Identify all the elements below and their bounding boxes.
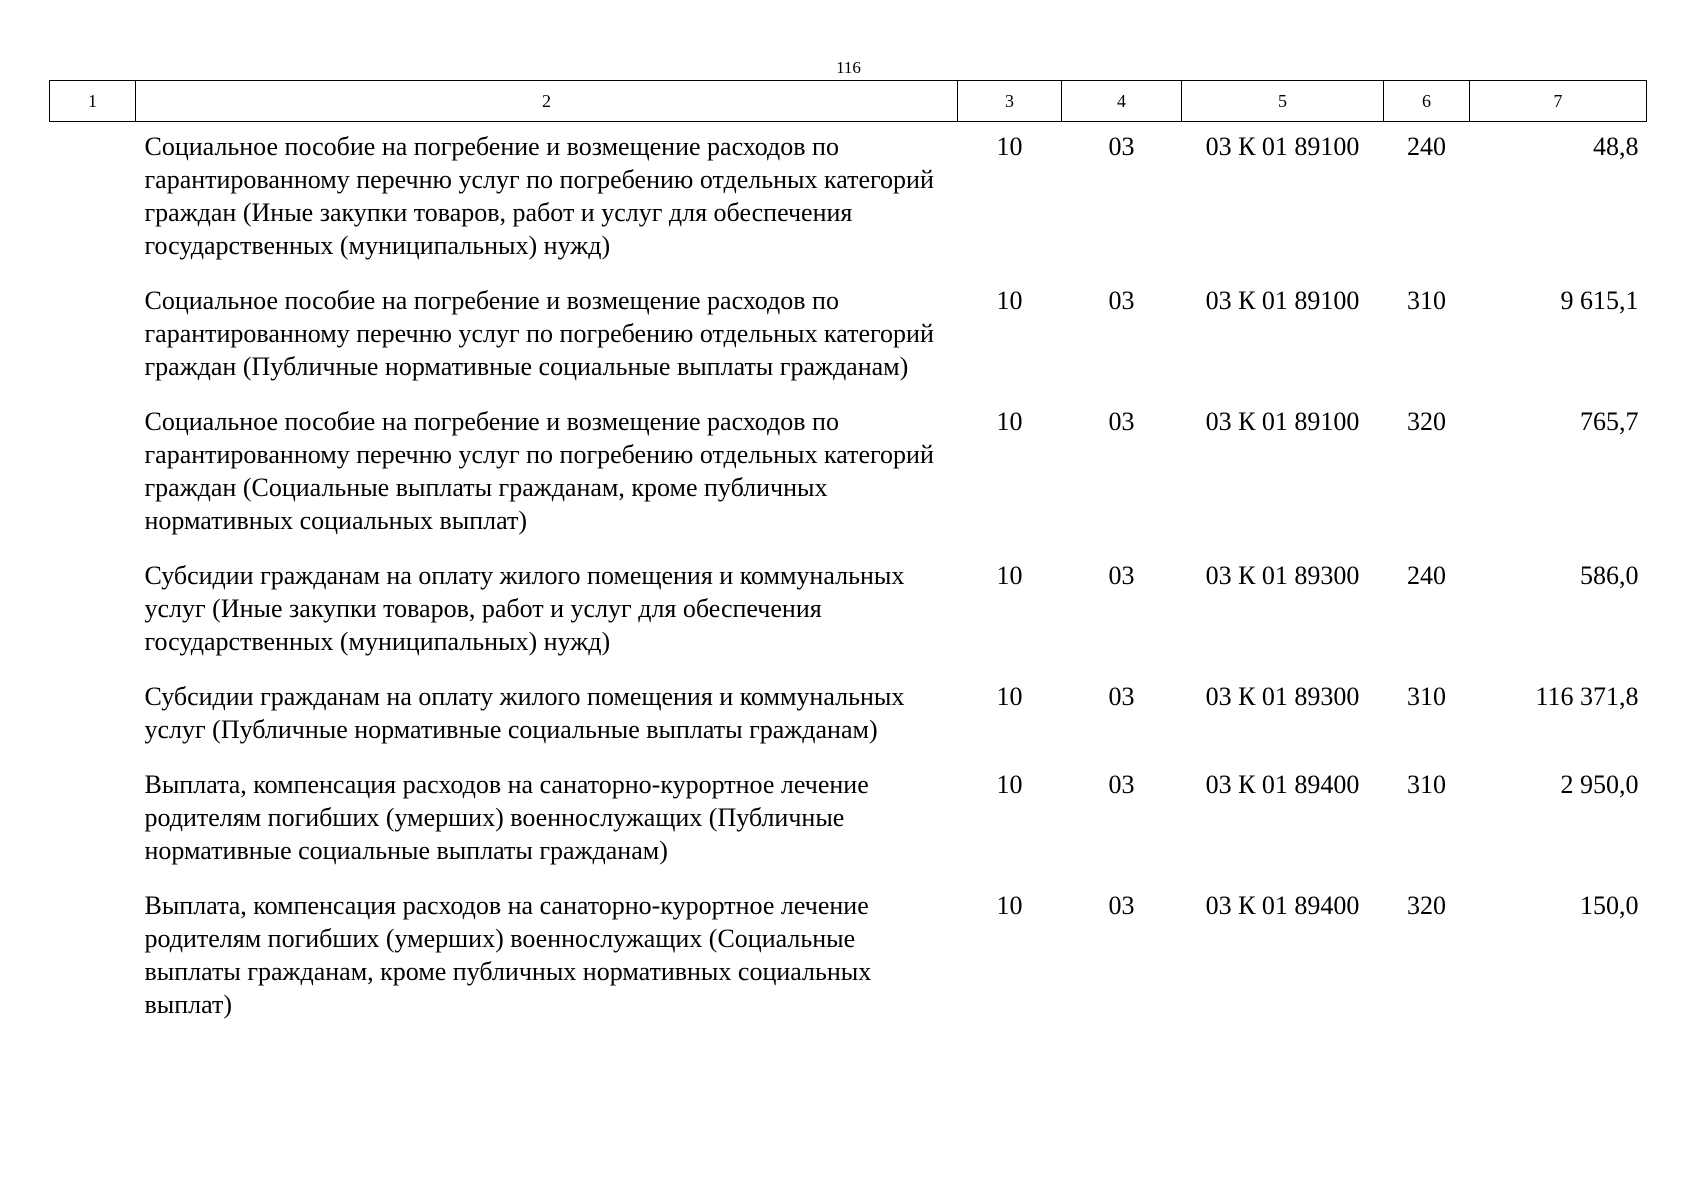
expense-name-cell: Выплата, компенсация расходов на санаторно-курортное лечение родителям погибших (умерших) военнослужащих (Социальные выплаты гражданам, кроме публичных нормативных социальных выплат) bbox=[144, 891, 872, 1019]
header-col-2: 2 bbox=[136, 81, 958, 122]
section-code-cell: 10 bbox=[996, 286, 1023, 315]
header-col-6: 6 bbox=[1384, 81, 1470, 122]
table-row bbox=[50, 122, 1647, 277]
amount-cell: 2 950,0 bbox=[1560, 770, 1639, 799]
subsection-code-cell: 03 bbox=[1108, 682, 1135, 711]
table-row bbox=[50, 397, 1647, 551]
amount-cell: 765,7 bbox=[1580, 407, 1639, 436]
expense-name-cell: Выплата, компенсация расходов на санаторно-курортное лечение родителям погибших (умерших) военнослужащих (Публичные нормативные социальные выплаты гражданам) bbox=[144, 770, 869, 865]
subsection-code-cell: 03 bbox=[1108, 407, 1135, 436]
section-code-cell: 10 bbox=[996, 561, 1023, 590]
row-number-cell bbox=[50, 760, 136, 881]
table-row bbox=[50, 881, 1647, 1035]
subsection-code-cell: 03 bbox=[1108, 891, 1135, 920]
expense-type-cell: 310 bbox=[1407, 770, 1446, 799]
target-article-cell: 03 К 01 89400 bbox=[1205, 770, 1360, 799]
row-number-cell bbox=[50, 122, 136, 277]
table-row bbox=[50, 551, 1647, 672]
table-row bbox=[50, 672, 1647, 760]
budget-table-container bbox=[49, 80, 1646, 1035]
header-row bbox=[50, 81, 1647, 122]
target-article-cell: 03 К 01 89100 bbox=[1205, 286, 1360, 315]
expense-name-cell: Социальное пособие на погребение и возмещение расходов по гарантированному перечню услуг по погребению отдельных категорий граждан (Публичные нормативные социальные выплаты гражданам) bbox=[144, 286, 934, 381]
section-code-cell: 10 bbox=[996, 891, 1023, 920]
row-number-cell bbox=[50, 276, 136, 397]
table-body bbox=[50, 122, 1647, 1036]
row-number-cell bbox=[50, 672, 136, 760]
subsection-code-cell: 03 bbox=[1108, 132, 1135, 161]
row-number-cell bbox=[50, 551, 136, 672]
target-article-cell: 03 К 01 89400 bbox=[1205, 891, 1360, 920]
expense-type-cell: 310 bbox=[1407, 286, 1446, 315]
section-code-cell: 10 bbox=[996, 407, 1023, 436]
amount-cell: 48,8 bbox=[1593, 132, 1639, 161]
page-number: 116 bbox=[836, 58, 861, 77]
header-col-3: 3 bbox=[958, 81, 1062, 122]
amount-cell: 9 615,1 bbox=[1560, 286, 1639, 315]
expense-type-cell: 320 bbox=[1407, 891, 1446, 920]
table-row bbox=[50, 276, 1647, 397]
row-number-cell bbox=[50, 397, 136, 551]
amount-cell: 150,0 bbox=[1580, 891, 1639, 920]
header-col-4: 4 bbox=[1062, 81, 1182, 122]
expense-name-cell: Субсидии гражданам на оплату жилого помещения и коммунальных услуг (Публичные нормативные социальные выплаты гражданам) bbox=[144, 682, 905, 744]
row-number-cell bbox=[50, 881, 136, 1035]
target-article-cell: 03 К 01 89100 bbox=[1205, 407, 1360, 436]
subsection-code-cell: 03 bbox=[1108, 770, 1135, 799]
expense-type-cell: 310 bbox=[1407, 682, 1446, 711]
subsection-code-cell: 03 bbox=[1108, 286, 1135, 315]
section-code-cell: 10 bbox=[996, 132, 1023, 161]
target-article-cell: 03 К 01 89100 bbox=[1205, 132, 1360, 161]
expense-type-cell: 240 bbox=[1407, 132, 1446, 161]
budget-table bbox=[49, 80, 1647, 1035]
section-code-cell: 10 bbox=[996, 682, 1023, 711]
amount-cell: 116 371,8 bbox=[1535, 682, 1639, 711]
header-col-1: 1 bbox=[50, 81, 136, 122]
target-article-cell: 03 К 01 89300 bbox=[1205, 561, 1360, 590]
expense-type-cell: 320 bbox=[1407, 407, 1446, 436]
header-col-7: 7 bbox=[1470, 81, 1647, 122]
table-header bbox=[50, 81, 1647, 122]
section-code-cell: 10 bbox=[996, 770, 1023, 799]
expense-type-cell: 240 bbox=[1407, 561, 1446, 590]
target-article-cell: 03 К 01 89300 bbox=[1205, 682, 1360, 711]
expense-name-cell: Социальное пособие на погребение и возмещение расходов по гарантированному перечню услуг по погребению отдельных категорий граждан (Социальные выплаты гражданам, кроме публичных нормативных социальных выплат) bbox=[144, 407, 934, 535]
subsection-code-cell: 03 bbox=[1108, 561, 1135, 590]
header-col-5: 5 bbox=[1182, 81, 1384, 122]
expense-name-cell: Социальное пособие на погребение и возмещение расходов по гарантированному перечню услуг по погребению отдельных категорий граждан (Иные закупки товаров, работ и услуг для обеспечения государственных (муниципальных) нужд) bbox=[144, 132, 934, 260]
table-row bbox=[50, 760, 1647, 881]
amount-cell: 586,0 bbox=[1580, 561, 1639, 590]
expense-name-cell: Субсидии гражданам на оплату жилого помещения и коммунальных услуг (Иные закупки товаров, работ и услуг для обеспечения государственных (муниципальных) нужд) bbox=[144, 561, 905, 656]
